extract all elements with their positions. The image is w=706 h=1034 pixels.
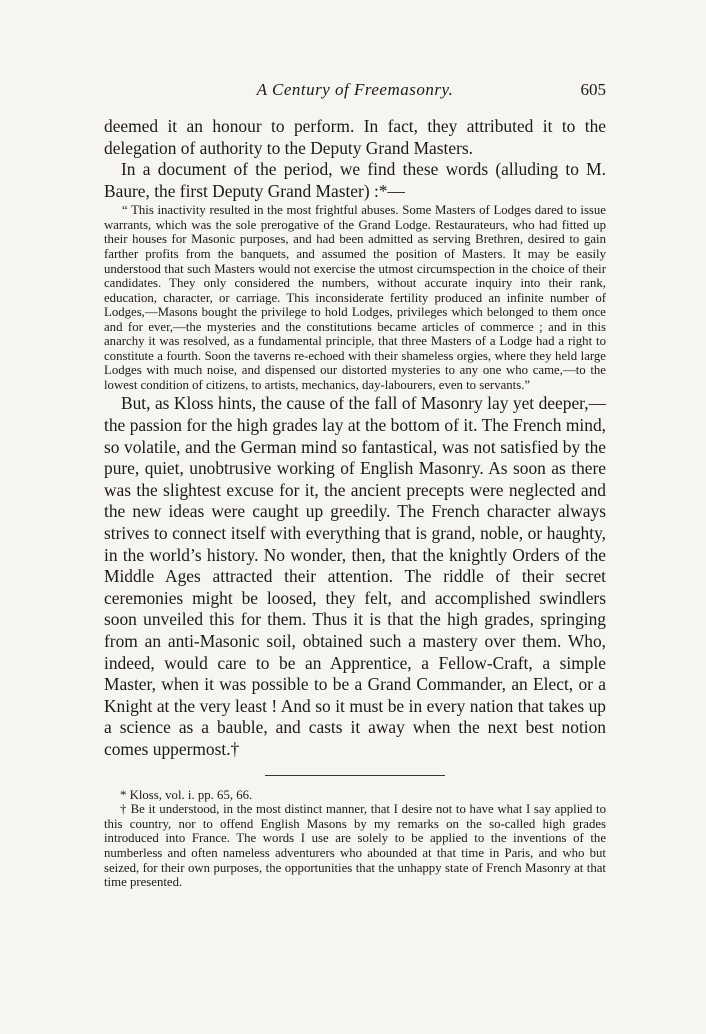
page-header bbox=[104, 80, 606, 102]
paragraph-kloss: But, as Kloss hints, the cause of the fall of Masonry lay yet deeper,—the passion for the high grades lay at the bottom of it. The French mind, so volatile, and the German mind so fantastical, was not satisfied by the pure, quiet, unobtrusive working of English Masonry. As soon as there was the slightest excuse for it, the ancient precepts were neglected and the new ideas were caught up greedily. The French character always strives to connect itself with everything that is grand, noble, or haughty, in the world’s history. No wonder, then, that the knightly Orders of the Middle Ages attracted their attention. The riddle of their secret ceremonies might be loosed, they felt, and accomplished swindlers soon unveiled this for them. Thus it is that the high grades, springing from an anti-Masonic soil, obtained such a mastery over them. Who, indeed, would care to be an Apprentice, a Fellow-Craft, a simple Master, when it was possible to be a Grand Commander, an Elect, or a Knight at the very least ! And so it must be in every nation that takes up a science as a bauble, and casts it away when the next best notion comes uppermost.† bbox=[104, 393, 606, 759]
page-body bbox=[104, 116, 606, 890]
paragraph-continuation: deemed it an honour to perform. In fact, they attributed it to the delegation of authority to the Deputy Grand Masters. bbox=[104, 116, 606, 158]
block-quotation: “ This inactivity resulted in the most frightful abuses. Some Masters of Lodges dared to issue warrants, which was the sole prerogative of the Grand Lodge. Restaurateurs, who had fitted up their houses for Masonic purposes, and had been admitted as serving Brethren, desired to gain farther profits from the banquets, and assumed the position of Masters. It may be easily understood that such Masters would not exercise the utmost circumspection in the choice of their candidates. They only considered the numbers, without accurate inquiry into their rank, education, character, or carriage. This inconsiderate fertility produced an infinite number of Lodges,—Masons bought the privilege to hold Lodges, privileges which belonged to them once and for ever,—the mysteries and the constitutions became articles of commerce ; and in this anarchy it was resolved, as a fundamental principle, that three Masters of a Lodge had a right to constitute a fourth. Soon the taverns re-echoed with their shameless orgies, where they held large Lodges with much noise, and dispensed our distorted mysteries to any one who came,—to the lowest condition of citizens, to artists, mechanics, day-labourers, even to servants.” bbox=[104, 203, 606, 392]
footnote-kloss: * Kloss, vol. i. pp. 65, 66. bbox=[120, 787, 253, 802]
footnotes bbox=[104, 788, 606, 890]
page-number: 605 bbox=[580, 80, 606, 99]
footnote-divider bbox=[265, 775, 445, 776]
running-title: A Century of Freemasonry. bbox=[256, 80, 454, 99]
footnote-understood: † Be it understood, in the most distinct manner, that I desire not to have what I say applied to this country, nor to offend English Masons by my remarks on the so-called high grades introduced into France. The words I use are solely to be applied to the inventions of the numberless and often nameless adventurers who abounded at that time in Paris, and who but seized, for their own purposes, the opportunities that the unhappy state of French Masonry at that time presented. bbox=[104, 802, 606, 890]
paragraph-document-intro: In a document of the period, we find these words (alluding to M. Baure, the first Deputy Grand Master) :*— bbox=[104, 159, 606, 201]
